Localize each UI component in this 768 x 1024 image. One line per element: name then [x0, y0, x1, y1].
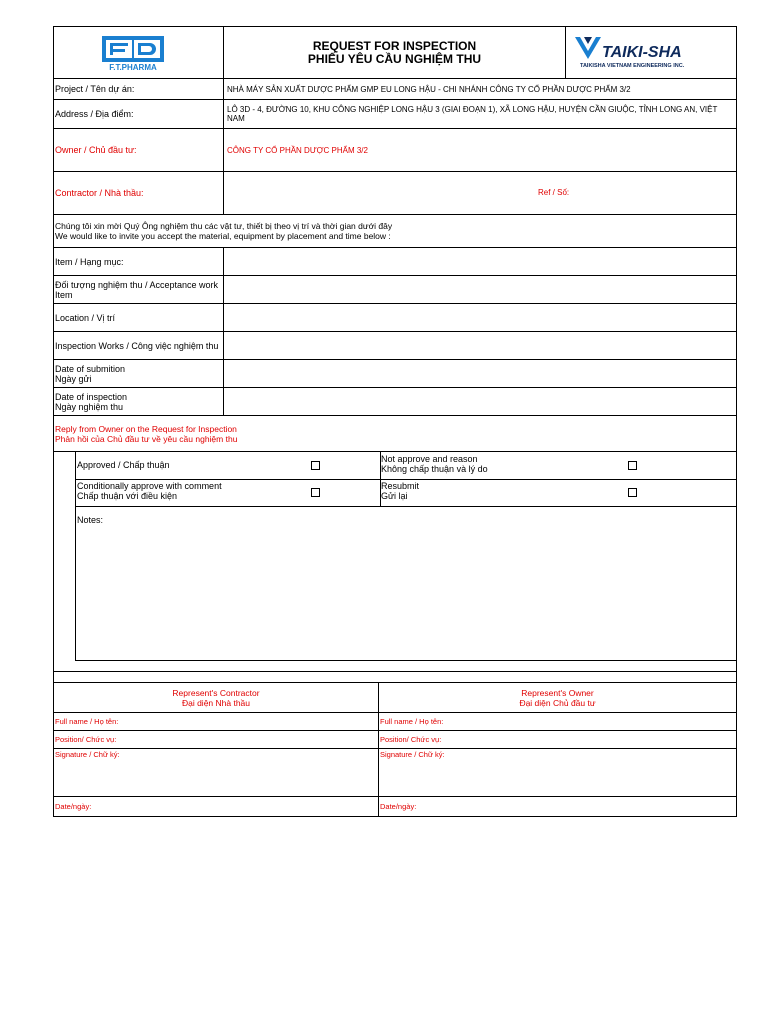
object-label-line2: Item [55, 289, 73, 300]
object-label-line1: Đối tượng nghiệm thu / Acceptance work [55, 279, 219, 290]
inspection-date-label [54, 388, 224, 415]
works-field[interactable] [224, 332, 736, 359]
conditional-line2: Chấp thuận với điều kiện [77, 491, 177, 501]
item-field[interactable] [224, 248, 736, 275]
invite-line-en: We would like to invite you accept the material, equipment by placement and time below : [55, 231, 391, 241]
project-row [53, 79, 737, 100]
options-row-2 [75, 479, 736, 507]
item-row [53, 248, 737, 276]
taikisha-logo-sub: TAIKISHA VIETNAM ENGINEERING INC. [580, 63, 685, 69]
not-approve-option[interactable] [380, 452, 736, 479]
ftpharma-logo [54, 27, 224, 78]
inspection-label-line1: Date of inspection [55, 391, 128, 402]
reply-row [53, 416, 737, 452]
object-label [54, 276, 224, 303]
contractor-signature[interactable]: Signature / Chữ ký: [54, 749, 379, 796]
conditional-option[interactable] [76, 479, 381, 506]
contractor-rep-en: Represent's Contractor [172, 687, 260, 698]
owner-rep [379, 683, 736, 712]
contractor-date[interactable]: Date/ngày: [54, 797, 379, 816]
owner-rep-en: Represent's Owner [521, 687, 594, 698]
sign-header-row [53, 682, 737, 713]
submission-label-line2: Ngày gửi [55, 373, 92, 384]
reply-line-en: Reply from Owner on the Request for Inspection [55, 423, 237, 434]
resubmit-checkbox[interactable] [628, 488, 637, 497]
location-field[interactable] [224, 304, 736, 331]
title-vi: PHIẾU YÊU CẦU NGHIỆM THU [307, 51, 482, 66]
inspection-label-line2: Ngày nghiệm thu [55, 401, 124, 412]
not-approve-line1: Not approve and reason [381, 454, 478, 464]
signature-row [53, 749, 737, 797]
resubmit-option[interactable] [380, 479, 736, 506]
reply-text [55, 416, 736, 451]
fullname-row [53, 713, 737, 731]
inspection-date-field[interactable] [224, 388, 736, 415]
works-row [53, 332, 737, 360]
submission-field[interactable] [224, 360, 736, 387]
ref-label: Ref / Số: [538, 188, 570, 197]
form-title [224, 27, 566, 78]
owner-position[interactable]: Position/ Chức vụ: [380, 735, 442, 744]
spacer-row [53, 660, 737, 672]
contractor-position[interactable]: Position/ Chức vụ: [54, 731, 379, 748]
spacer-gap [53, 672, 737, 682]
header-row [53, 26, 737, 79]
not-approve-label [381, 454, 488, 474]
conditional-checkbox[interactable] [311, 488, 320, 497]
resubmit-line1: Resubmit [381, 481, 420, 491]
project-label: Project / Tên dự án: [54, 79, 224, 99]
object-field[interactable] [224, 276, 736, 303]
ftpharma-logo-icon [54, 27, 224, 79]
taikisha-logo-text: TAIKI-SHA [602, 44, 682, 61]
taikisha-logo [566, 27, 736, 78]
address-row [53, 100, 737, 129]
approved-label: Approved / Chấp thuận [77, 460, 170, 470]
object-row [53, 276, 737, 304]
notes-area[interactable] [75, 506, 736, 661]
resubmit-line2: Gửi lại [381, 491, 408, 501]
inspection-form [53, 26, 737, 817]
conditional-line1: Conditionally approve with comment [77, 481, 222, 491]
owner-fullname[interactable]: Full name / Họ tên: [380, 717, 444, 726]
ftpharma-logo-text: F.T.PHARMA [109, 63, 157, 72]
owner-row [53, 129, 737, 172]
contractor-row [53, 172, 737, 215]
address-value: LÔ 3D - 4, ĐƯỜNG 10, KHU CÔNG NGHIỆP LONG HẬU 3 (GIAI ĐOẠN 1), XÃ LONG HẬU, HUYỆN CẦN GIUỘC, TỈNH LONG AN, VIỆT NAM [227, 105, 718, 123]
owner-date[interactable]: Date/ngày: [380, 802, 417, 811]
notes-label: Notes: [77, 515, 104, 525]
taikisha-logo-icon [566, 27, 736, 79]
inspection-date-row [53, 388, 737, 416]
project-value: NHÀ MÁY SẢN XUẤT DƯỢC PHẨM GMP EU LONG HẬU - CHI NHÁNH CÔNG TY CỔ PHẦN DƯỢC PHẨM 3/2 [227, 84, 631, 94]
owner-rep-vi: Đại diện Chủ đầu tư [519, 697, 596, 708]
date-row [53, 797, 737, 817]
works-label: Inspection Works / Công việc nghiệm thu [54, 332, 224, 359]
address-label: Address / Địa điểm: [54, 100, 224, 128]
approved-option[interactable] [76, 452, 381, 479]
title-en: REQUEST FOR INSPECTION [312, 38, 477, 53]
approved-checkbox[interactable] [311, 461, 320, 470]
not-approve-checkbox[interactable] [628, 461, 637, 470]
submission-label-line1: Date of submition [55, 363, 126, 374]
invite-text [55, 215, 736, 247]
not-approve-line2: Không chấp thuận và lý do [381, 464, 488, 474]
resubmit-label [381, 481, 419, 501]
contractor-fullname[interactable]: Full name / Họ tên: [54, 713, 379, 730]
submission-row [53, 360, 737, 388]
owner-value: CÔNG TY CỔ PHẦN DƯỢC PHẨM 3/2 [227, 145, 368, 155]
reply-block [53, 452, 737, 660]
reply-line-vi: Phản hồi của Chủ đầu tư về yêu cầu nghiệm thu [55, 433, 238, 444]
position-row [53, 731, 737, 749]
contractor-rep-vi: Đại diện Nhà thầu [181, 697, 251, 708]
location-row [53, 304, 737, 332]
owner-label: Owner / Chủ đầu tư: [54, 129, 224, 171]
contractor-rep [54, 683, 379, 712]
invite-row [53, 215, 737, 248]
submission-label [54, 360, 224, 387]
location-label: Location / Vị trí [54, 304, 224, 331]
owner-signature[interactable]: Signature / Chữ ký: [380, 750, 445, 759]
conditional-label [77, 481, 222, 501]
invite-line-vi: Chúng tôi xin mời Quý Ông nghiệm thu các vật tư, thiết bị theo vị trí và thời gian dưới đây [55, 221, 393, 231]
contractor-label: Contractor / Nhà thầu: [54, 172, 224, 214]
contractor-field[interactable] [224, 172, 736, 214]
item-label: Item / Hạng mục: [54, 248, 224, 275]
options-row-1 [75, 452, 736, 480]
